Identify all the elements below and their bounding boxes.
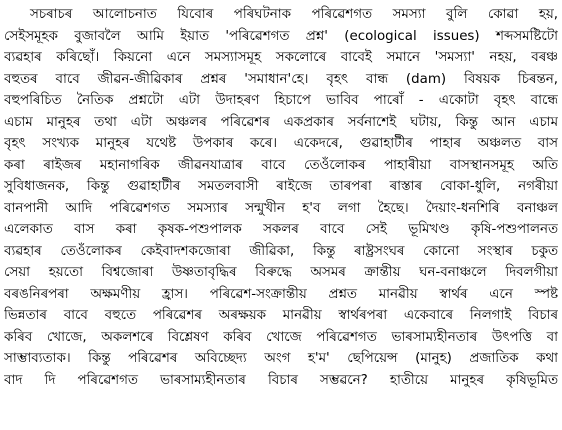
- paragraph-line: কৰিব খোজে, অকলশৰে বিশ্লেষণ কৰিব খোজে পৰিৱেশগত ভাৰসাম্যহীনতাৰ উৎপত্তি বা: [4, 329, 558, 345]
- paragraph-line: বহুপৰিচিত নৈতিক প্ৰশ্নটো এটা উদাহৰণ হিচাপে ভাবিব পাৰোঁ - একোটা বৃহৎ বান্ধে: [4, 93, 558, 108]
- paragraph-line: বহুতৰ বাবে জীৱন-জীৱিকাৰ প্ৰশ্নৰ 'সমাধান'হে। বৃহৎ বান্ধ (dam) বিষয়ক চিৰন্তন,: [4, 71, 558, 87]
- paragraph-line: এচাম মানুহৰ তথা এটা অঞ্চলৰ পৰিৱেশৰ একপ্ৰকাৰ সৰ্বনাশেই ঘটায়, কিন্তু আন এচাম: [4, 114, 558, 130]
- paragraph-line: সেইসমূহক বুজাবলৈ আমি ইয়াত 'পৰিৱেশগত প্ৰশ্ন' (ecological issues) শব্দসমষ্টিটো: [4, 28, 558, 44]
- paragraph-line: সেয়া হয়তো বিশ্বজোৰা উষ্ণতাবৃদ্ধিৰ বিৰুদ্ধে অসমৰ ক্ৰান্তীয় ঘন-বনাঞ্চলে দিবলগীয়া: [4, 265, 558, 280]
- paragraph-line: বাদ দি পৰিৱেশগত ভাৰসাম্যহীনতাৰ বিচাৰ সম্ভৱনে? হাতীয়ে মানুহৰ কৃষিভূমিত: [4, 372, 558, 388]
- paragraph-line: বৰঙনিৰপৰা অক্ষমণীয় হ্ৰাস। পৰিৱেশ-সংক্ৰান্তীয় প্ৰশ্নত মানৱীয় স্বাৰ্থৰ এনে স্পষ্ট: [4, 286, 558, 302]
- paragraph-line: সুবিধাজনক, কিন্তু গুৱাহাটীৰ সমতলবাসী ৰাইজে তাৰপৰা ৰাস্তাৰ বোকা-ধুলি, নগৰীয়া: [4, 179, 558, 194]
- paragraph-line: বানপানী আদি পৰিৱেশগত সমস্যাৰ সন্মুখীন হ'ব লগা হৈছে। দৈয়াং-ধনশিৰি বনাঞ্চল: [4, 200, 558, 216]
- paragraph-line: ভিন্নতাৰ বাবে বহুতে পৰিৱেশৰ অৰক্ষয়ক মানৱীয় স্বাৰ্থৰপৰা একেবাৰে নিলগাই বিচাৰ: [4, 308, 558, 323]
- paragraph-line: সচৰাচৰ আলোচনাত যিবোৰ পৰিঘটনাক পৰিৱেশগত সমস্যা বুলি কোৱা হয়,: [30, 7, 558, 22]
- paragraph-line: সাম্ভাব্যতাক। কিন্তু পৰিৱেশৰ অবিচ্ছেদ্য অংগ হ'ম' ছেপিয়েন্স (মানুহ) প্ৰজাতিক কথা: [4, 351, 558, 366]
- paragraph-line: ব্যৱহাৰ কৰিছোঁ। কিয়নো এনে সমস্যাসমূহ সকলোৰে বাবেই সমানে 'সমস্যা' নহয়, বৰঞ্চ: [4, 50, 558, 65]
- paragraph: [4, 4, 558, 391]
- paragraph-line: কৰা ৰাইজৰ মহানাগৰিক জীৱনযাত্ৰাৰ বাবে তেওঁলোকৰ পাহাৰীয়া বাসস্থানসমূহ অতি: [4, 157, 558, 173]
- paragraph-line: বৃহৎ সংখ্যক মানুহৰ যথেষ্ট উপকাৰ কৰে। একেদৰে, গুৱাহাটীৰ পাহাৰ অঞ্চলত বাস: [4, 136, 558, 151]
- paragraph-line: এলেকাত বাস কৰা কৃষক-পশুপালক সকলৰ বাবে সেই ভূমিখণ্ড কৃষি-পশুপালনত: [4, 222, 558, 237]
- paragraph-line: ব্যৱহাৰ তেওঁলোকৰ কেইবাদশকজোৰা জীৱিকা, কিন্তু ৰাষ্ট্ৰসংঘৰ কোনো সংস্থাৰ চকুত: [4, 243, 558, 259]
